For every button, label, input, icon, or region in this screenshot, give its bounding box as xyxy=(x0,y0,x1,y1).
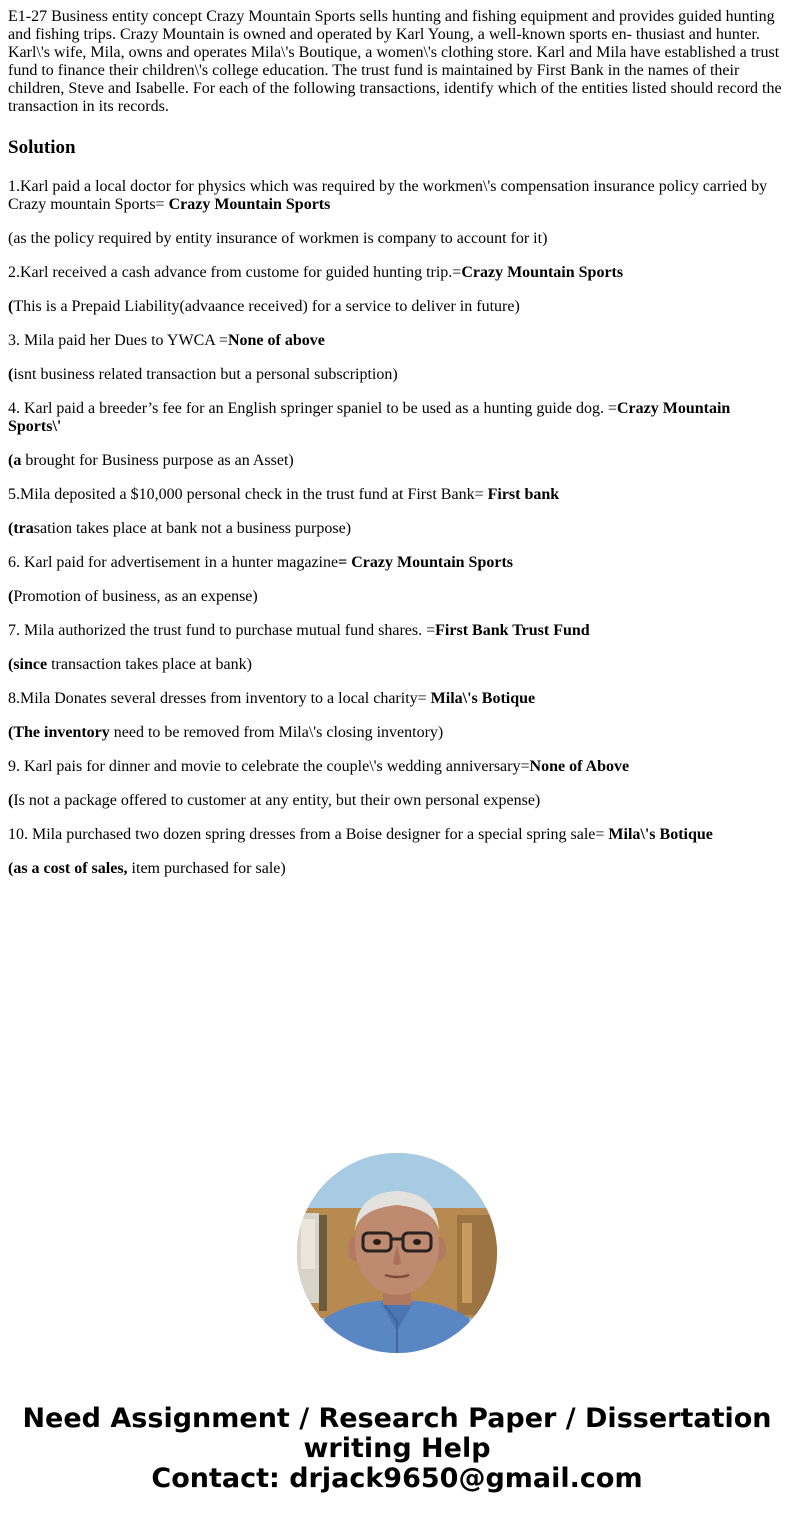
question-7: 7. Mila authorized the trust fund to purchase mutual fund shares. =First Bank Trust Fund xyxy=(8,622,590,639)
question-4: 4. Karl paid a breeder’s fee for an English springer spaniel to be used as a hunting guide dog. =Crazy Mountain Sports\' xyxy=(8,400,731,435)
contact-banner xyxy=(0,1404,794,1494)
question-9: 9. Karl pais for dinner and movie to celebrate the couple\'s wedding anniversary=None of Above xyxy=(8,758,630,775)
solution-list xyxy=(8,178,786,878)
question-6: 6. Karl paid for advertisement in a hunter magazine= Crazy Mountain Sports xyxy=(8,554,513,571)
explanation-2: (This is a Prepaid Liability(advaance received) for a service to deliver in future) xyxy=(8,298,520,315)
explanation-1: (as the policy required by entity insurance of workmen is company to account for it) xyxy=(8,230,548,247)
explanation-6: (Promotion of business, as an expense) xyxy=(8,588,258,605)
question-2: 2.Karl received a cash advance from custome for guided hunting trip.=Crazy Mountain Sports xyxy=(8,264,624,281)
question-1: 1.Karl paid a local doctor for physics which was required by the workmen\'s compensation insurance policy carried by Crazy mountain Sports= Crazy Mountain Sports xyxy=(8,178,768,213)
explanation-4: (a brought for Business purpose as an Asset) xyxy=(8,452,294,469)
question-3: 3. Mila paid her Dues to YWCA =None of above xyxy=(8,332,325,349)
explanation-9: (Is not a package offered to customer at any entity, but their own personal expense) xyxy=(8,792,541,809)
question-8: 8.Mila Donates several dresses from inventory to a local charity= Mila\'s Botique xyxy=(8,690,536,707)
problem-statement: E1-27 Business entity concept Crazy Mountain Sports sells hunting and fishing equipment and provides guided hunting and fishing trips. Crazy Mountain is owned and operated by Karl Young, a well-known sports en- thusiast and hunter. Karl\'s wife, Mila, owns and operates Mila\'s Boutique, a women\'s clothing store. Karl and Mila have established a trust fund to finance their children\'s college education. The trust fund is maintained by First Bank in the names of their children, Steve and Isabelle. For each of the following transactions, identify which of the entities listed should record the transaction in its records. xyxy=(8,8,782,115)
person-photo-icon xyxy=(297,1153,497,1353)
explanation-5: (trasation takes place at bank not a business purpose) xyxy=(8,520,352,537)
solution-heading: Solution xyxy=(8,137,76,158)
document-body xyxy=(8,8,786,894)
question-10: 10. Mila purchased two dozen spring dresses from a Boise designer for a special spring sale= Mila\'s Botique xyxy=(8,826,713,843)
explanation-7: (since transaction takes place at bank) xyxy=(8,656,252,673)
question-5: 5.Mila deposited a $10,000 personal check in the trust fund at First Bank= First bank xyxy=(8,486,560,503)
explanation-8: (The inventory need to be removed from Mila\'s closing inventory) xyxy=(8,724,444,741)
explanation-3: (isnt business related transaction but a personal subscription) xyxy=(8,366,398,383)
explanation-10: (as a cost of sales, item purchased for sale) xyxy=(8,860,286,877)
banner-line-1: Need Assignment / Research Paper / Dissertation xyxy=(22,1403,772,1434)
contact-email: Contact: drjack9650@gmail.com xyxy=(151,1463,643,1494)
banner-line-2: writing Help xyxy=(303,1433,491,1464)
